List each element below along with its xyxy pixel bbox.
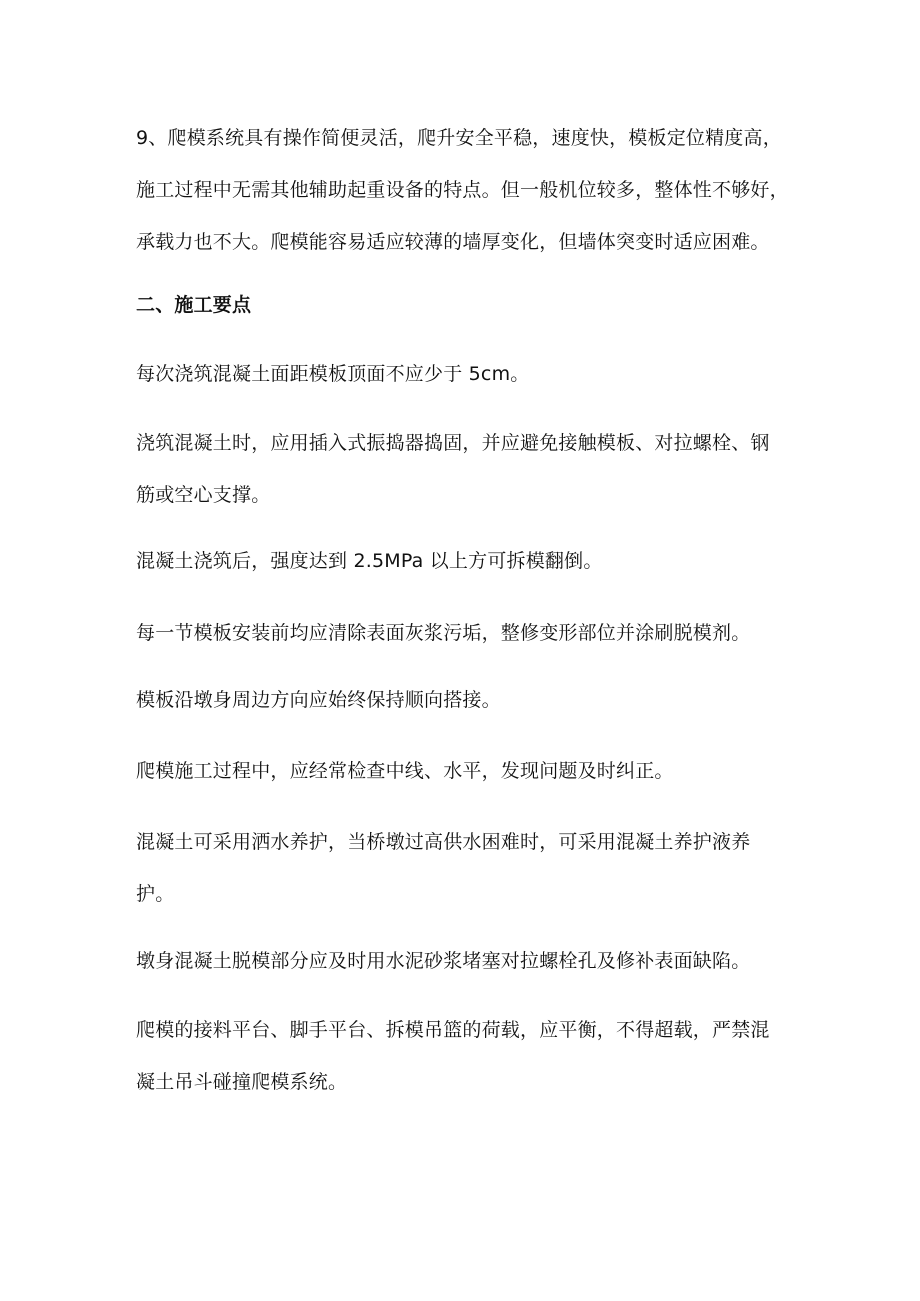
point-1-line-1: 每次浇筑混凝土面距模板顶面不应少于 5cm。 (136, 363, 530, 385)
point-8-line-1: 墩身混凝土脱模部分应及时用水泥砂浆堵塞对拉螺栓孔及修补表面缺陷。 (136, 950, 751, 972)
point-3 (136, 535, 796, 587)
section-heading (136, 279, 796, 331)
point-6 (136, 745, 796, 797)
point-4-line-1: 每一节模板安装前均应清除表面灰浆污垢，整修变形部位并涂刷脱模剂。 (136, 622, 751, 644)
intro-paragraph (136, 112, 796, 268)
point-5-line-1: 模板沿墩身周边方向应始终保持顺向搭接。 (136, 689, 501, 711)
intro-line-1: 9、爬模系统具有操作简便灵活，爬升安全平稳，速度快，模板定位精度高， (136, 127, 782, 149)
intro-line-3: 承载力也不大。爬模能容易适应较薄的墙厚变化，但墙体突变时适应困难。 (136, 231, 770, 253)
point-9-line-2: 凝土吊斗碰撞爬模系统。 (136, 1071, 348, 1093)
point-9-line-1: 爬模的接料平台、脚手平台、拆模吊篮的荷载，应平衡，不得超载，严禁混 (136, 1019, 770, 1041)
point-5 (136, 674, 796, 726)
section-heading-text: 二、施工要点 (136, 294, 252, 316)
point-2-line-1: 浇筑混凝土时，应用插入式振捣器捣固，并应避免接触模板、对拉螺栓、钢 (136, 432, 770, 454)
point-2-line-2: 筋或空心支撑。 (136, 484, 271, 506)
point-8 (136, 935, 796, 987)
point-3-line-1: 混凝土浇筑后，强度达到 2.5MPa 以上方可拆模翻倒。 (136, 550, 603, 572)
point-7-line-2: 护。 (136, 883, 175, 905)
point-7-line-1: 混凝土可采用洒水养护，当桥墩过高供水困难时，可采用混凝土养护液养 (136, 831, 751, 853)
point-6-line-1: 爬模施工过程中，应经常检查中线、水平，发现问题及时纠正。 (136, 760, 674, 782)
point-4 (136, 607, 796, 659)
point-1 (136, 348, 796, 400)
intro-line-2: 施工过程中无需其他辅助起重设备的特点。但一般机位较多，整体性不够好， (136, 179, 789, 201)
point-9 (136, 1004, 796, 1108)
point-2 (136, 417, 796, 521)
point-7 (136, 816, 796, 920)
